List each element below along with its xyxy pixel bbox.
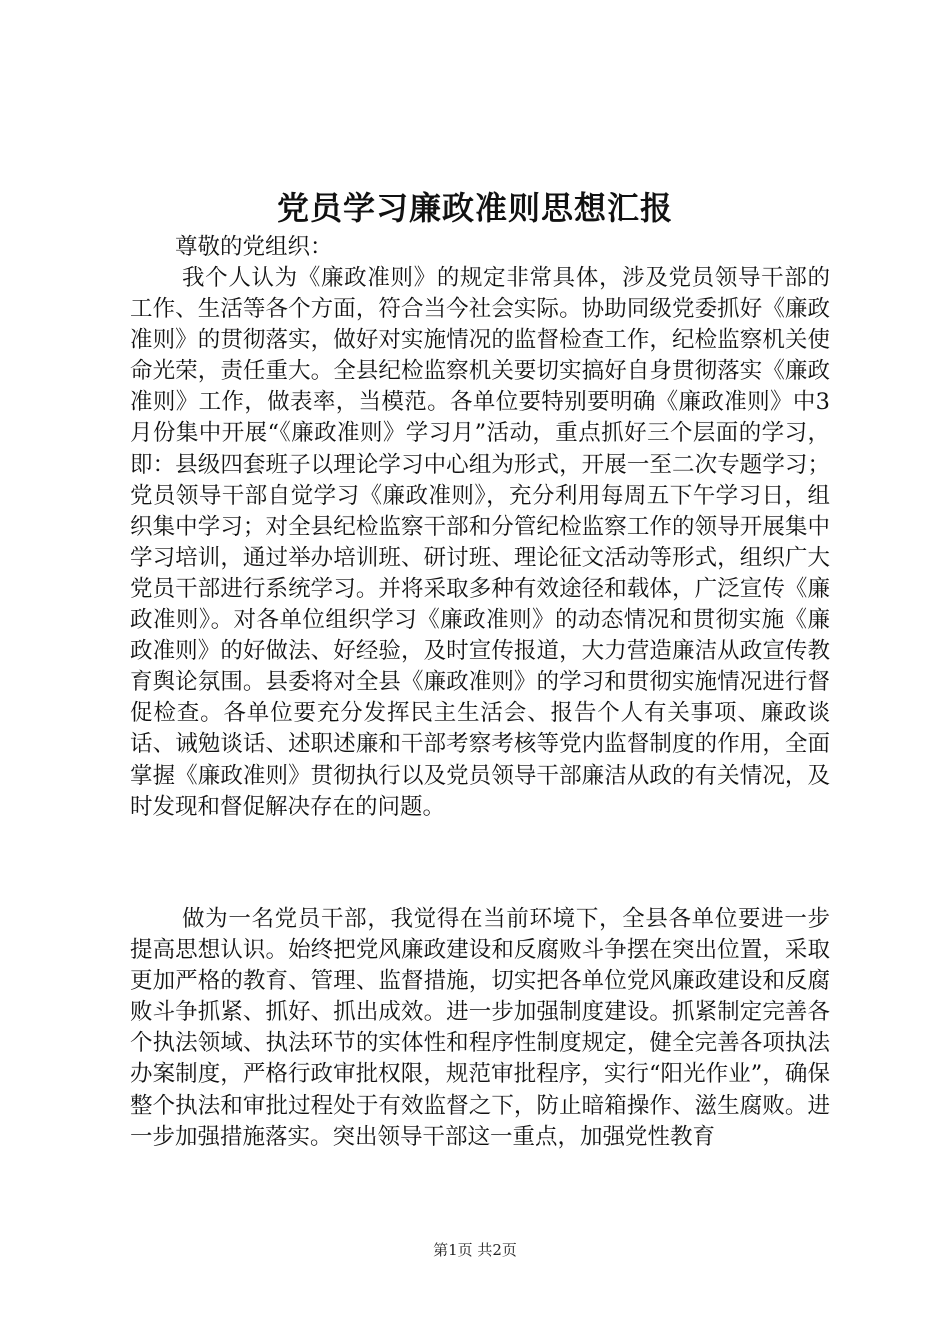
salutation: 尊敬的党组织： xyxy=(175,234,333,260)
document-title: 党员学习廉政准则思想汇报 xyxy=(276,189,673,227)
body-paragraph-1: 我个人认为《廉政准则》的规定非常具体，涉及党员领导干部的工作、生活等各个方面，符合当今社会实际。协助同级党委抓好《廉政准则》的贯彻落实，做好对实施情况的监督检查工作，纪检监察机关使命光荣，责任重大。全县纪检监察机关要切实搞好自身贯彻落实《廉政准则》工作，做表率，当模范。各单位要特别要明确《廉政准则》中3月份集中开展“《廉政准则》学习月”活动，重点抓好三个层面的学习，即：县级四套班子以理论学习中心组为形式，开展一至二次专题学习；党员领导干部自觉学习《廉政准则》，充分利用每周五下午学习日，组织集中学习；对全县纪检监察干部和分管纪检监察工作的领导开展集中学习培训，通过举办培训班、研讨班、理论征文活动等形式，组织广大党员干部进行系统学习。并将采取多种有效途径和载体，广泛宣传《廉政准则》。对各单位组织学习《廉政准则》的动态情况和贯彻实施《廉政准则》的好做法、好经验，及时宣传报道，大力营造廉洁从政宣传教育舆论氛围。县委将对全县《廉政准则》的学习和贯彻实施情况进行督促检查。各单位要充分发挥民主生活会、报告个人有关事项、廉政谈话、诫勉谈话、述职述廉和干部考察考核等党内监督制度的作用，全面掌握《廉政准则》贯彻执行以及党员领导干部廉洁从政的有关情况，及时发现和督促解决存在的问题。 xyxy=(130,265,830,820)
page-number-footer: 第1页 共2页 xyxy=(433,1241,517,1259)
body-paragraph-2: 做为一名党员干部，我觉得在当前环境下，全县各单位要进一步提高思想认识。始终把党风廉政建设和反腐败斗争摆在突出位置，采取更加严格的教育、管理、监督措施，切实把各单位党风廉政建设和反腐败斗争抓紧、抓好、抓出成效。进一步加强制度建设。抓紧制定完善各个执法领域、执法环节的实体性和程序性制度规定，健全完善各项执法办案制度，严格行政审批权限，规范审批程序，实行“阳光作业”，确保整个执法和审批过程处于有效监督之下，防止暗箱操作、滋生腐败。进一步加强措施落实。突出领导干部这一重点，加强党性教育 xyxy=(130,906,830,1150)
